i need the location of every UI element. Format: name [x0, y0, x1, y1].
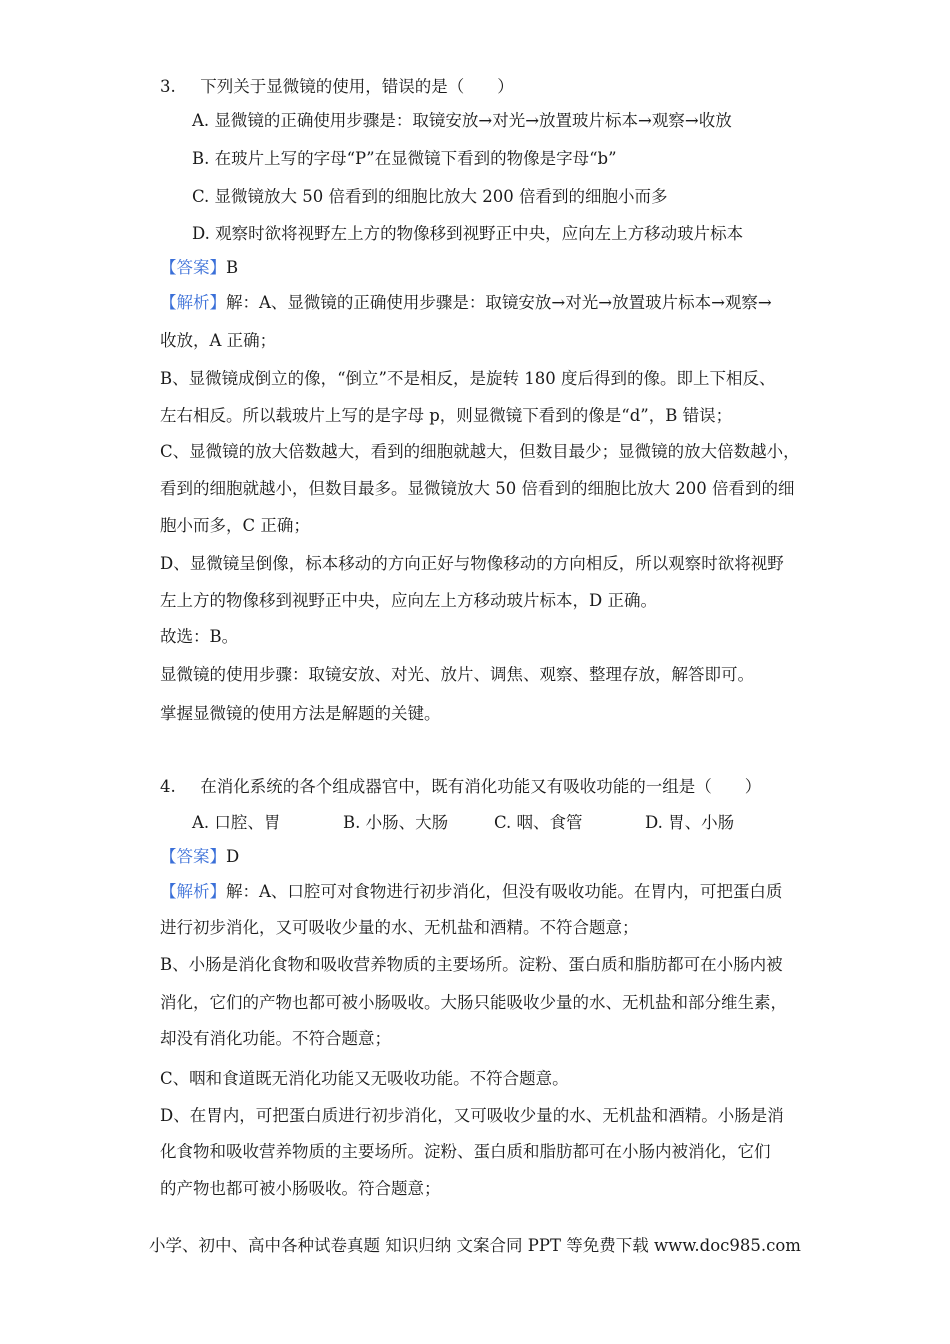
q4-answer-value: D	[226, 847, 240, 866]
q4-analysis-line: 进行初步消化，又可吸收少量的水、无机盐和酒精。不符合题意；	[160, 918, 639, 937]
q4-option-b: B. 小肠、大肠	[343, 813, 449, 832]
q3-analysis-line: 故选：B。	[160, 627, 239, 646]
q4-option-d: D. 胃、小肠	[645, 813, 735, 832]
q3-option-d: D. 观察时欲将视野左上方的物像移到视野正中央，应向左上方移动玻片标本	[192, 224, 744, 243]
q4-stem-line	[160, 776, 761, 798]
q3-number: 3.	[160, 77, 176, 96]
q4-analysis-first	[160, 881, 782, 903]
q3-analysis-line: 左上方的物像移到视野正中央，应向左上方移动玻片标本，D 正确。	[160, 591, 657, 610]
q3-analysis-line: B、显微镜成倒立的像，“倒立”不是相反，是旋转 180 度后得到的像。即上下相反、	[160, 369, 776, 388]
q4-analysis-tag: 【解析】	[160, 882, 226, 901]
q3-analysis-line: 掌握显微镜的使用方法是解题的关键。	[160, 704, 441, 723]
q4-analysis-line: 消化，它们的产物也都可被小肠吸收。大肠只能吸收少量的水、无机盐和部分维生素，	[160, 993, 787, 1012]
page-footer: 小学、初中、高中各种试卷真题 知识归纳 文案合同 PPT 等免费下载 www.doc985.com	[149, 1236, 801, 1255]
q4-answer	[160, 846, 239, 868]
q3-answer-tag: 【答案】	[160, 258, 226, 277]
q4-analysis-line: 的产物也都可被小肠吸收。符合题意；	[160, 1179, 441, 1198]
q3-analysis-line: 左右相反。所以载玻片上写的是字母 p，则显微镜下看到的像是“d”，B 错误；	[160, 406, 733, 425]
q4-stem: 在消化系统的各个组成器官中，既有消化功能又有吸收功能的一组是（ ）	[200, 777, 762, 796]
q3-stem-line	[160, 76, 514, 98]
q3-answer-value: B	[226, 258, 239, 277]
q3-answer	[160, 257, 238, 279]
q4-analysis-line: 却没有消化功能。不符合题意；	[160, 1029, 391, 1048]
q3-analysis-first-text: 解：A、显微镜的正确使用步骤是：取镜安放→对光→放置玻片标本→观察→	[226, 293, 772, 312]
q3-stem: 下列关于显微镜的使用，错误的是（ ）	[200, 77, 514, 96]
q3-analysis-line: 显微镜的使用步骤：取镜安放、对光、放片、调焦、观察、整理存放，解答即可。	[160, 665, 754, 684]
q3-analysis-line: C、显微镜的放大倍数越大，看到的细胞就越大，但数目最少；显微镜的放大倍数越小，	[160, 442, 800, 461]
q4-option-c: C. 咽、食管	[494, 813, 583, 832]
q4-analysis-line: D、在胃内，可把蛋白质进行初步消化，又可吸收少量的水、无机盐和酒精。小肠是消	[160, 1106, 784, 1125]
q4-analysis-line: C、咽和食道既无消化功能又无吸收功能。不符合题意。	[160, 1069, 569, 1088]
q4-number: 4.	[160, 777, 176, 796]
q3-analysis-tag: 【解析】	[160, 293, 226, 312]
q3-option-a: A. 显微镜的正确使用步骤是：取镜安放→对光→放置玻片标本→观察→收放	[192, 111, 732, 130]
q3-analysis-line: D、显微镜呈倒像，标本移动的方向正好与物像移动的方向相反，所以观察时欲将视野	[160, 554, 784, 573]
q3-option-c: C. 显微镜放大 50 倍看到的细胞比放大 200 倍看到的细胞小而多	[192, 187, 668, 206]
q4-analysis-line: B、小肠是消化食物和吸收营养物质的主要场所。淀粉、蛋白质和脂肪都可在小肠内被	[160, 955, 783, 974]
q3-analysis-line: 胞小而多，C 正确；	[160, 516, 310, 535]
q4-option-a: A. 口腔、胃	[192, 813, 281, 832]
q3-analysis-line: 收放，A 正确；	[160, 331, 277, 350]
q4-answer-tag: 【答案】	[160, 847, 226, 866]
q4-analysis-first-text: 解：A、口腔可对食物进行初步消化，但没有吸收功能。在胃内，可把蛋白质	[226, 882, 783, 901]
q3-analysis-first	[160, 292, 772, 314]
q3-analysis-line: 看到的细胞就越小，但数目最多。显微镜放大 50 倍看到的细胞比放大 200 倍看到的细	[160, 479, 795, 498]
q3-option-b: B. 在玻片上写的字母“P”在显微镜下看到的物像是字母“b”	[192, 149, 617, 168]
q4-analysis-line: 化食物和吸收营养物质的主要场所。淀粉、蛋白质和脂肪都可在小肠内被消化，它们	[160, 1142, 771, 1161]
